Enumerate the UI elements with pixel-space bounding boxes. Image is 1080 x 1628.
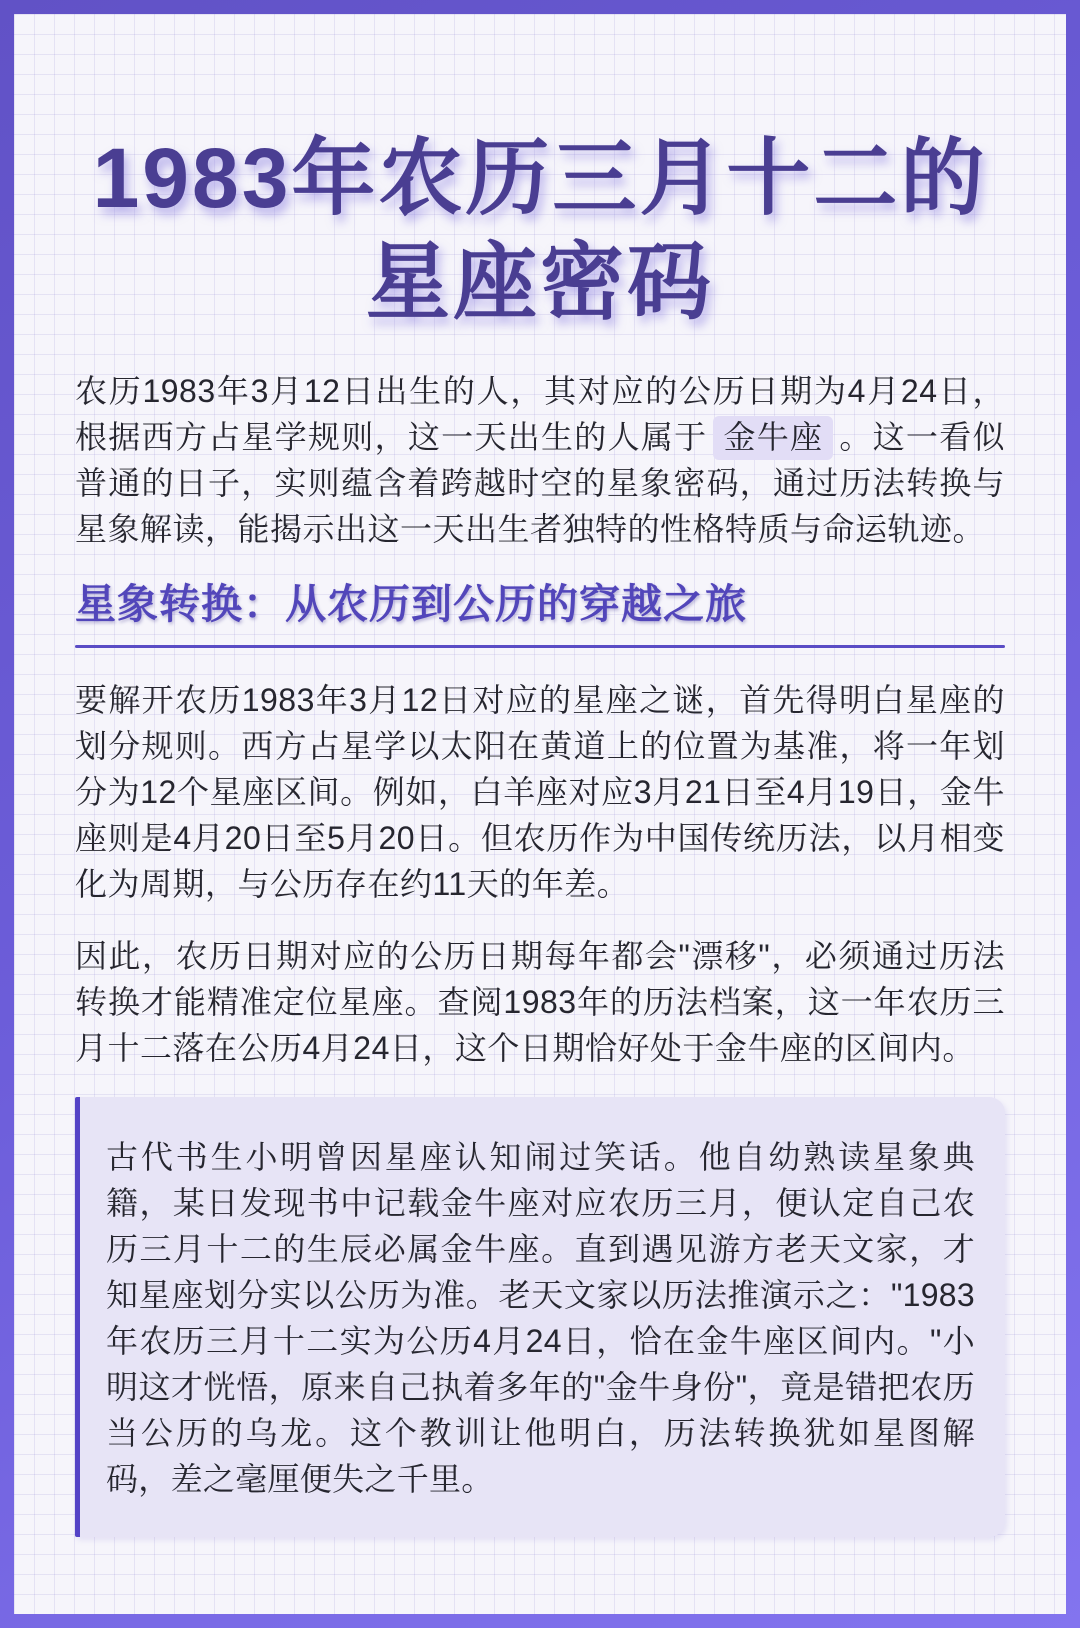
section-heading: 星象转换：从农历到公历的穿越之旅 (75, 581, 747, 627)
poster-canvas (14, 14, 1066, 1614)
title-line-1: 1983年农历三月十二的 (92, 131, 988, 225)
title-line-2: 星座密码 (365, 235, 714, 329)
zodiac-highlight-chip: 金牛座 (713, 416, 833, 460)
paragraph-calendar-drift: 因此，农历日期对应的公历日期每年都会"漂移"，必须通过历法转换才能精准定位星座。查阅1983年的历法档案，这一年农历三月十二落在公历4月24日，这个日期恰好处于金牛座的区间内。 (75, 938, 1005, 1066)
story-box (75, 1097, 1005, 1537)
story-box-text: 古代书生小明曾因星座认知闹过笑话。他自幼熟读星象典籍，某日发现书中记载金牛座对应农历三月，便认定自己农历三月十二的生辰必属金牛座。直到遇见游方老天文家，才知星座划分实以公历为准。老天文家以历法推演示之："1983年农历三月十二实为公历4月24日，恰在金牛座区间内。"小明这才恍悟，原来自己执着多年的"金牛身份"，竟是错把农历当公历的乌龙。这个教训让他明白，历法转换犹如星图解码，差之毫厘便失之千里。 (106, 1139, 975, 1497)
section-divider (75, 645, 1005, 648)
page-title (75, 126, 1005, 334)
paragraph-zodiac-rules: 要解开农历1983年3月12日对应的星座之谜，首先得明白星座的划分规则。西方占星学以太阳在黄道上的位置为基准，将一年划分为12个星座区间。例如，白羊座对应3月21日至4月19日，金牛座则是4月20日至5月20日。但农历作为中国传统历法，以月相变化为周期，与公历存在约11天的年差。 (75, 682, 1005, 902)
intro-paragraph (75, 368, 1005, 552)
intro-text-before: 农历1983年3月12日出生的人，其对应的公历日期为4月24日，根据西方占星学规则，这一天出生的人属于 (75, 373, 1005, 455)
intro-text-after: 。这一看似普通的日子，实则蕴含着跨越时空的星象密码，通过历法转换与星象解读，能揭示出这一天出生者独特的性格特质与命运轨迹。 (75, 419, 1005, 547)
